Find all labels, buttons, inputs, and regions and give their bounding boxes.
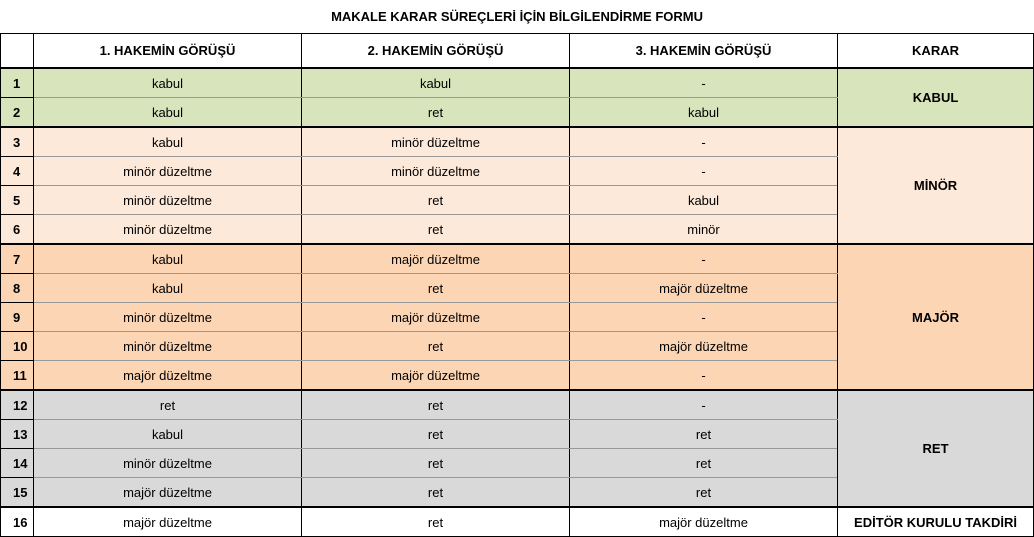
reviewer-1-opinion: kabul [34,420,302,449]
row-number: 15 [1,478,34,508]
reviewer-2-opinion: minör düzeltme [302,157,570,186]
header-no [1,34,34,69]
reviewer-2-opinion: ret [302,186,570,215]
row-number: 14 [1,449,34,478]
reviewer-1-opinion: majör düzeltme [34,478,302,508]
header-reviewer-1: 1. HAKEMİN GÖRÜŞÜ [34,34,302,69]
header-decision: KARAR [838,34,1034,69]
reviewer-2-opinion: ret [302,332,570,361]
reviewer-2-opinion: majör düzeltme [302,244,570,274]
reviewer-2-opinion: majör düzeltme [302,303,570,332]
reviewer-1-opinion: kabul [34,98,302,128]
row-number: 12 [1,390,34,420]
row-number: 5 [1,186,34,215]
reviewer-2-opinion: ret [302,98,570,128]
decision-ret: RET [838,390,1034,507]
reviewer-3-opinion: - [570,127,838,157]
reviewer-2-opinion: minör düzeltme [302,127,570,157]
table-row [1,244,1034,274]
row-number: 4 [1,157,34,186]
reviewer-1-opinion: kabul [34,68,302,98]
reviewer-2-opinion: ret [302,274,570,303]
reviewer-1-opinion: kabul [34,244,302,274]
row-number: 13 [1,420,34,449]
reviewer-1-opinion: minör düzeltme [34,332,302,361]
row-number: 8 [1,274,34,303]
row-number: 1 [1,68,34,98]
reviewer-1-opinion: minör düzeltme [34,449,302,478]
reviewer-1-opinion: kabul [34,274,302,303]
reviewer-2-opinion: ret [302,478,570,508]
table-row [1,390,1034,420]
reviewer-1-opinion: minör düzeltme [34,186,302,215]
reviewer-3-opinion: ret [570,478,838,508]
reviewer-2-opinion: ret [302,420,570,449]
reviewer-3-opinion: - [570,390,838,420]
reviewer-1-opinion: kabul [34,127,302,157]
row-number: 7 [1,244,34,274]
reviewer-3-opinion: kabul [570,98,838,128]
table-row [1,127,1034,157]
reviewer-3-opinion: - [570,244,838,274]
reviewer-3-opinion: - [570,303,838,332]
reviewer-1-opinion: minör düzeltme [34,215,302,245]
header-reviewer-2: 2. HAKEMİN GÖRÜŞÜ [302,34,570,69]
decision-minor: MİNÖR [838,127,1034,244]
reviewer-2-opinion: ret [302,449,570,478]
row-number: 2 [1,98,34,128]
row-number: 11 [1,361,34,391]
reviewer-2-opinion: ret [302,215,570,245]
reviewer-3-opinion: ret [570,449,838,478]
row-number: 9 [1,303,34,332]
table-row [1,68,1034,98]
row-number: 10 [1,332,34,361]
form-title: MAKALE KARAR SÜREÇLERİ İÇİN BİLGİLENDİRME FORMU [1,0,1034,34]
row-number: 6 [1,215,34,245]
reviewer-3-opinion: majör düzeltme [570,274,838,303]
reviewer-1-opinion: majör düzeltme [34,361,302,391]
reviewer-1-opinion: majör düzeltme [34,507,302,537]
row-number: 16 [1,507,34,537]
decision-editor-board: EDİTÖR KURULU TAKDİRİ [838,507,1034,537]
reviewer-3-opinion: - [570,68,838,98]
decision-kabul: KABUL [838,68,1034,127]
reviewer-3-opinion: kabul [570,186,838,215]
reviewer-3-opinion: - [570,157,838,186]
reviewer-2-opinion: ret [302,390,570,420]
row-number: 3 [1,127,34,157]
header-reviewer-3: 3. HAKEMİN GÖRÜŞÜ [570,34,838,69]
reviewer-2-opinion: kabul [302,68,570,98]
reviewer-3-opinion: - [570,361,838,391]
reviewer-1-opinion: ret [34,390,302,420]
reviewer-3-opinion: majör düzeltme [570,507,838,537]
table-row [1,507,1034,537]
reviewer-1-opinion: minör düzeltme [34,157,302,186]
reviewer-3-opinion: minör [570,215,838,245]
decision-major: MAJÖR [838,244,1034,390]
reviewer-3-opinion: ret [570,420,838,449]
reviewer-2-opinion: ret [302,507,570,537]
reviewer-3-opinion: majör düzeltme [570,332,838,361]
reviewer-2-opinion: majör düzeltme [302,361,570,391]
reviewer-1-opinion: minör düzeltme [34,303,302,332]
